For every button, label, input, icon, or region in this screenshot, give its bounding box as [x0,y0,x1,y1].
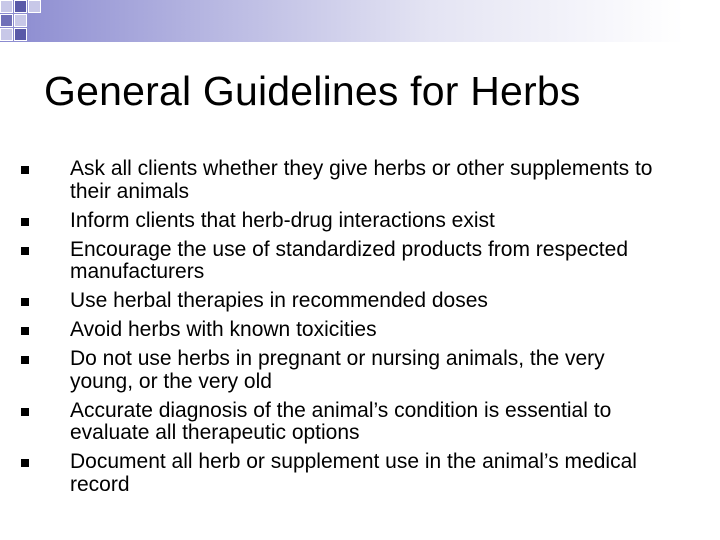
bullet-item [70,451,670,496]
bullet-text: Accurate diagnosis of the animal’s condition is essential to evaluate all therapeutic options [70,398,612,444]
decorative-squares [0,0,60,42]
bullet-text: Use herbal therapies in recommended doses [70,289,488,312]
bullet-item [70,239,670,284]
square-bullet-icon [21,298,29,306]
square-bullet-icon [21,247,29,255]
bullet-item [70,290,670,313]
square-bullet-icon [21,218,29,226]
bullet-item [70,319,670,342]
bullet-item [70,348,670,393]
square-bullet-icon [21,459,29,467]
decorative-square [0,0,13,13]
square-bullet-icon [21,356,29,364]
bullet-item [70,400,670,445]
bullet-item [70,158,670,203]
decorative-square [14,28,27,41]
decorative-square [0,28,13,41]
bullet-text: Encourage the use of standardized products from respected manufacturers [70,237,628,283]
bullet-item [70,210,670,233]
bullet-text: Do not use herbs in pregnant or nursing animals, the very young, or the very old [70,347,605,393]
decorative-header-band [0,0,720,42]
decorative-square [14,14,27,27]
decorative-square [0,14,13,27]
bullet-text: Ask all clients whether they give herbs or other supplements to their animals [70,157,653,203]
square-bullet-icon [21,408,29,416]
square-bullet-icon [21,166,29,174]
decorative-square [28,0,41,13]
bullet-text: Document all herb or supplement use in the animal’s medical record [70,450,637,496]
bullet-text: Inform clients that herb-drug interactions exist [70,208,495,232]
bullet-list [70,158,670,503]
decorative-square [14,0,27,13]
square-bullet-icon [21,327,29,335]
slide-title: General Guidelines for Herbs [44,68,581,114]
bullet-text: Avoid herbs with known toxicities [70,318,377,341]
